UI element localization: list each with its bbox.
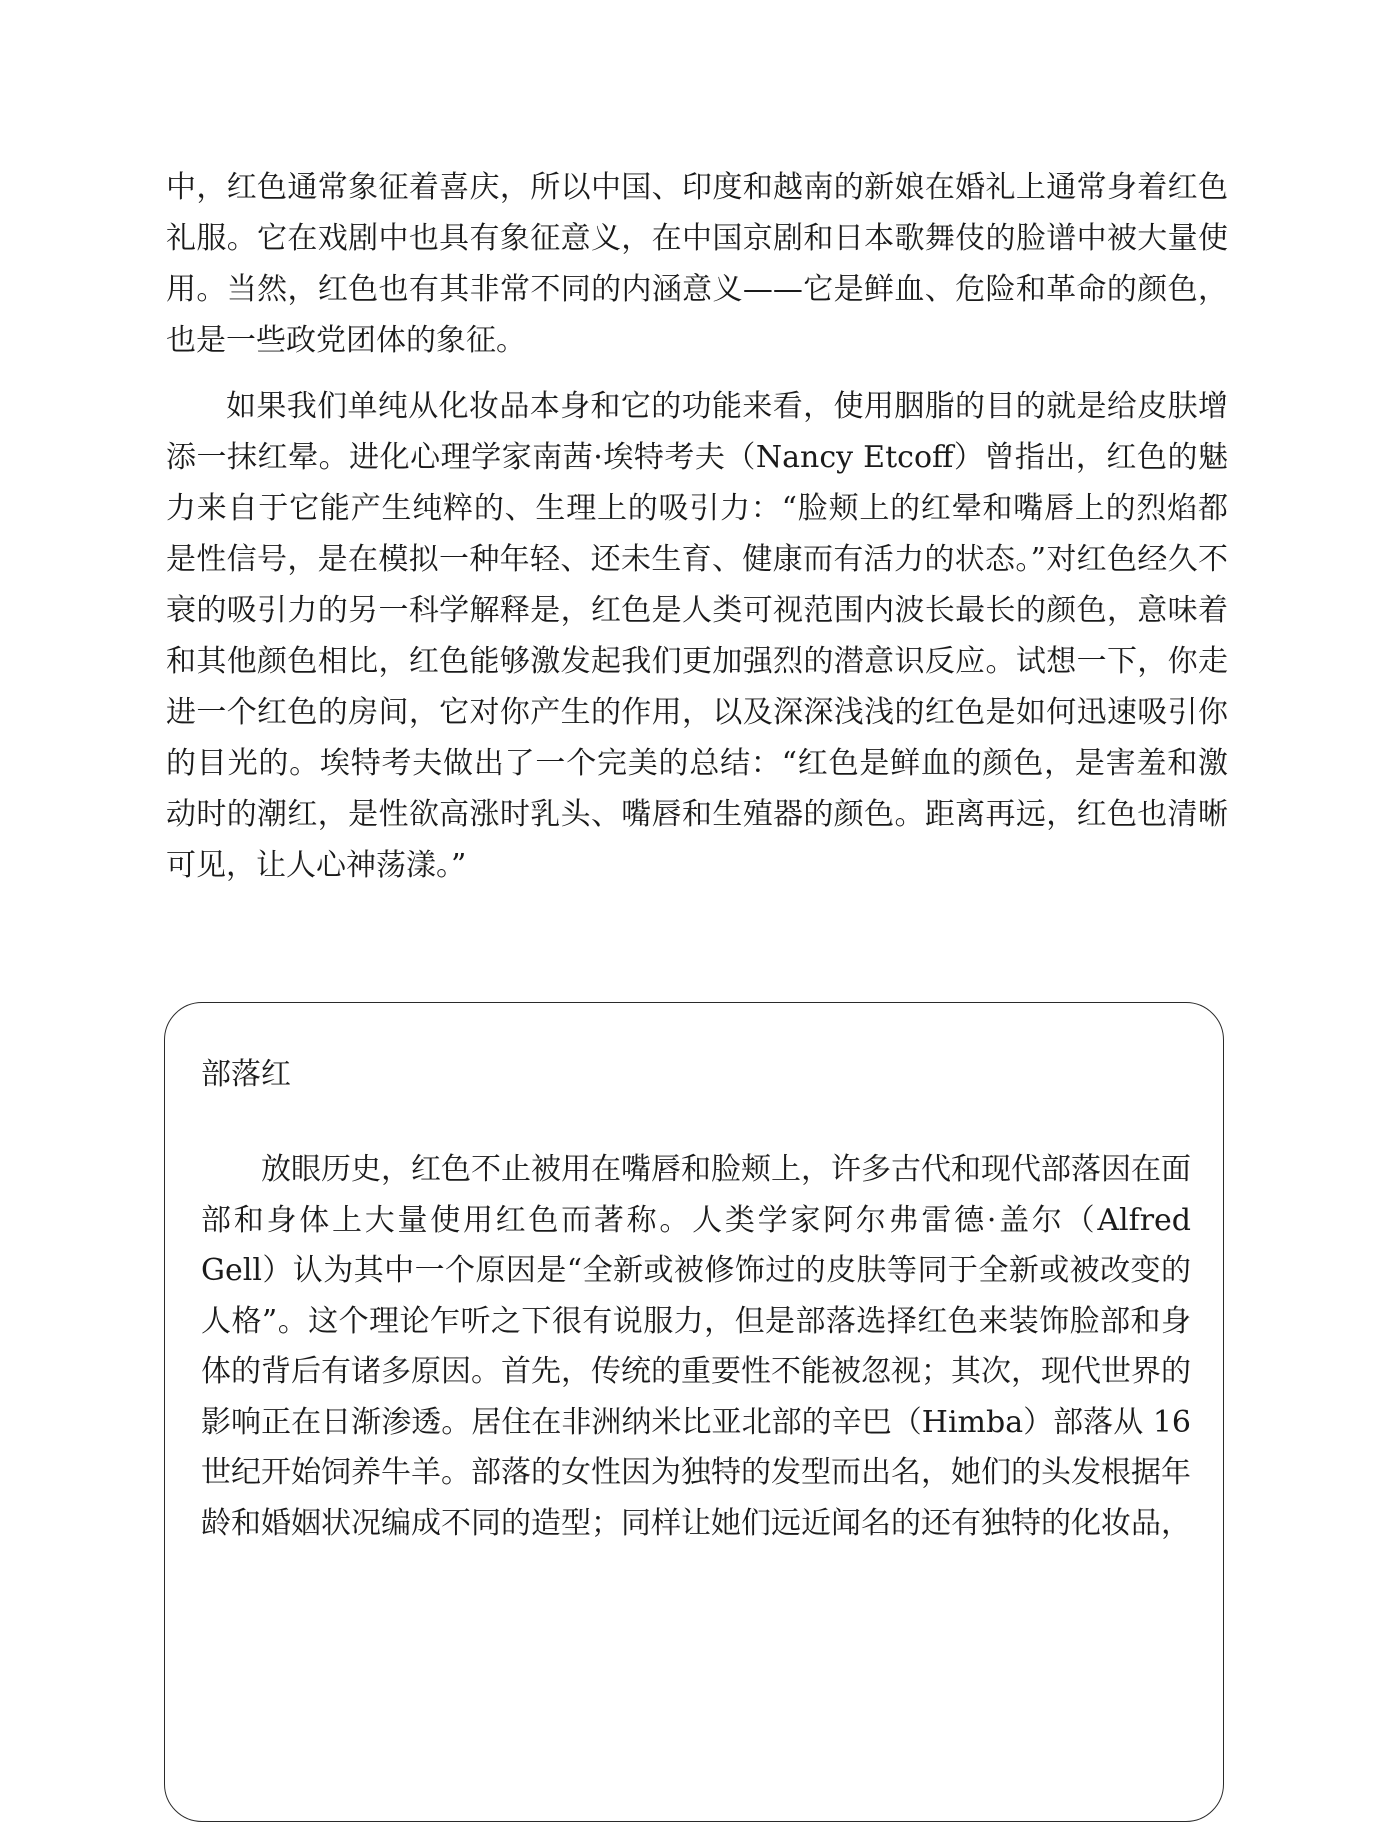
paragraph-continued: 中，红色通常象征着喜庆，所以中国、印度和越南的新娘在婚礼上通常身着红色礼服。它在戏剧中也具有象征意义，在中国京剧和日本歌舞伎的脸谱中被大量使用。当然，红色也有其非常不同的内涵意义——它是鲜血、危险和革命的颜色，也是一些政党团体的象征。 [166,170,1228,358]
sidebar-paragraph: 放眼历史，红色不止被用在嘴唇和脸颊上，许多古代和现代部落因在面部和身体上大量使用红色而著称。人类学家阿尔弗雷德·盖尔（Alfred Gell）认为其中一个原因是“全新或被修饰过的皮肤等同于全新或被改变的人格”。这个理论乍听之下很有说服力，但是部落选择红色来装饰脸部和身体的背后有诸多原因。首先，传统的重要性不能被忽视；其次，现代世界的影响正在日渐渗透。居住在非洲纳米比亚北部的辛巴（Himba）部落从 16 世纪开始饲养牛羊。部落的女性因为独特的发型而出名，她们的头发根据年龄和婚姻状况编成不同的造型；同样让她们远近闻名的还有独特的化妆品， [201,1152,1191,1541]
sidebar-box-tribal-red [164,1002,1224,1822]
paragraph-blush-etcoff: 如果我们单纯从化妆品本身和它的功能来看，使用胭脂的目的就是给皮肤增添一抹红晕。进化心理学家南茜·埃特考夫（Nancy Etcoff）曾指出，红色的魅力来自于它能产生纯粹的、生理上的吸引力：“脸颊上的红晕和嘴唇上的烈焰都是性信号，是在模拟一种年轻、还未生育、健康而有活力的状态。”对红色经久不衰的吸引力的另一科学解释是，红色是人类可视范围内波长最长的颜色，意味着和其他颜色相比，红色能够激发起我们更加强烈的潜意识反应。试想一下，你走进一个红色的房间，它对你产生的作用，以及深深浅浅的红色是如何迅速吸引你的目光的。埃特考夫做出了一个完美的总结：“红色是鲜血的颜色，是害羞和激动时的潮红，是性欲高涨时乳头、嘴唇和生殖器的颜色。距离再远，红色也清晰可见，让人心神荡漾。” [166,389,1228,883]
body-text [166,162,1228,891]
sidebar-title: 部落红 [201,1057,291,1092]
